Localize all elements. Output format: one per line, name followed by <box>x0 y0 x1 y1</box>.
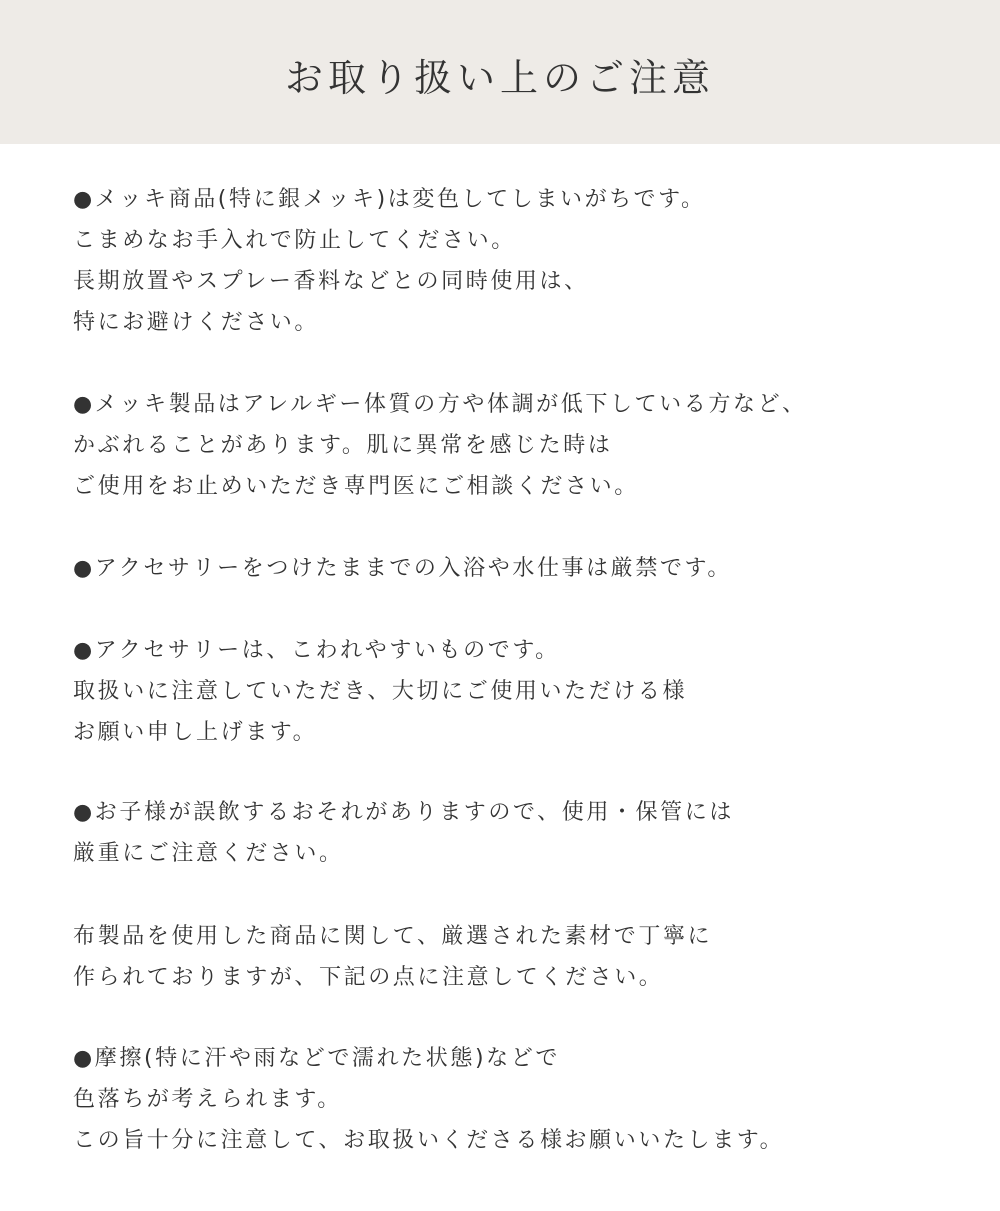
notice-paragraph-children <box>73 792 734 874</box>
notice-line: 色落ちが考えられます。 <box>73 1087 342 1112</box>
notice-line: ●アクセサリーをつけたままでの入浴や水仕事は厳禁です。 <box>73 556 732 581</box>
notice-paragraph-fragile <box>73 630 687 753</box>
notice-paragraph-allergy <box>73 384 807 507</box>
notice-line: 作られておりますが、下記の点に注意してください。 <box>73 965 664 990</box>
notice-line: 特にお避けください。 <box>73 310 320 335</box>
notice-line: ●メッキ製品はアレルギー体質の方や体調が低下している方など、 <box>73 392 807 417</box>
notice-line: 長期放置やスプレー香料などとの同時使用は、 <box>73 269 589 294</box>
notice-line: 布製品を使用した商品に関して、厳選された素材で丁寧に <box>73 924 713 949</box>
page-title: お取り扱い上のご注意 <box>284 55 715 100</box>
page-header <box>0 0 1000 144</box>
notice-paragraph-water <box>73 548 732 589</box>
notice-line: ●摩擦(特に汗や雨などで濡れた状態)などで <box>73 1046 560 1071</box>
notice-line: ●アクセサリーは、こわれやすいものです。 <box>73 638 560 663</box>
notice-paragraph-plating-discoloration <box>73 179 706 343</box>
notice-paragraph-fabric <box>73 916 712 998</box>
notice-paragraph-friction <box>73 1038 784 1161</box>
notice-line: この旨十分に注意して、お取扱いくださる様お願いいたします。 <box>73 1128 785 1153</box>
notice-line: 取扱いに注意していただき、大切にご使用いただける様 <box>73 679 688 704</box>
notice-line: 厳重にご注意ください。 <box>73 841 344 866</box>
notice-line: こまめなお手入れで防止してください。 <box>73 228 516 253</box>
notice-line: ●メッキ商品(特に銀メッキ)は変色してしまいがちです。 <box>73 187 706 212</box>
notice-line: ●お子様が誤飲するおそれがありますので、使用・保管には <box>73 800 734 825</box>
notice-line: お願い申し上げます。 <box>73 720 318 745</box>
notice-line: ご使用をお止めいただき専門医にご相談ください。 <box>73 474 639 499</box>
notice-line: かぶれることがあります。肌に異常を感じた時は <box>73 433 613 458</box>
